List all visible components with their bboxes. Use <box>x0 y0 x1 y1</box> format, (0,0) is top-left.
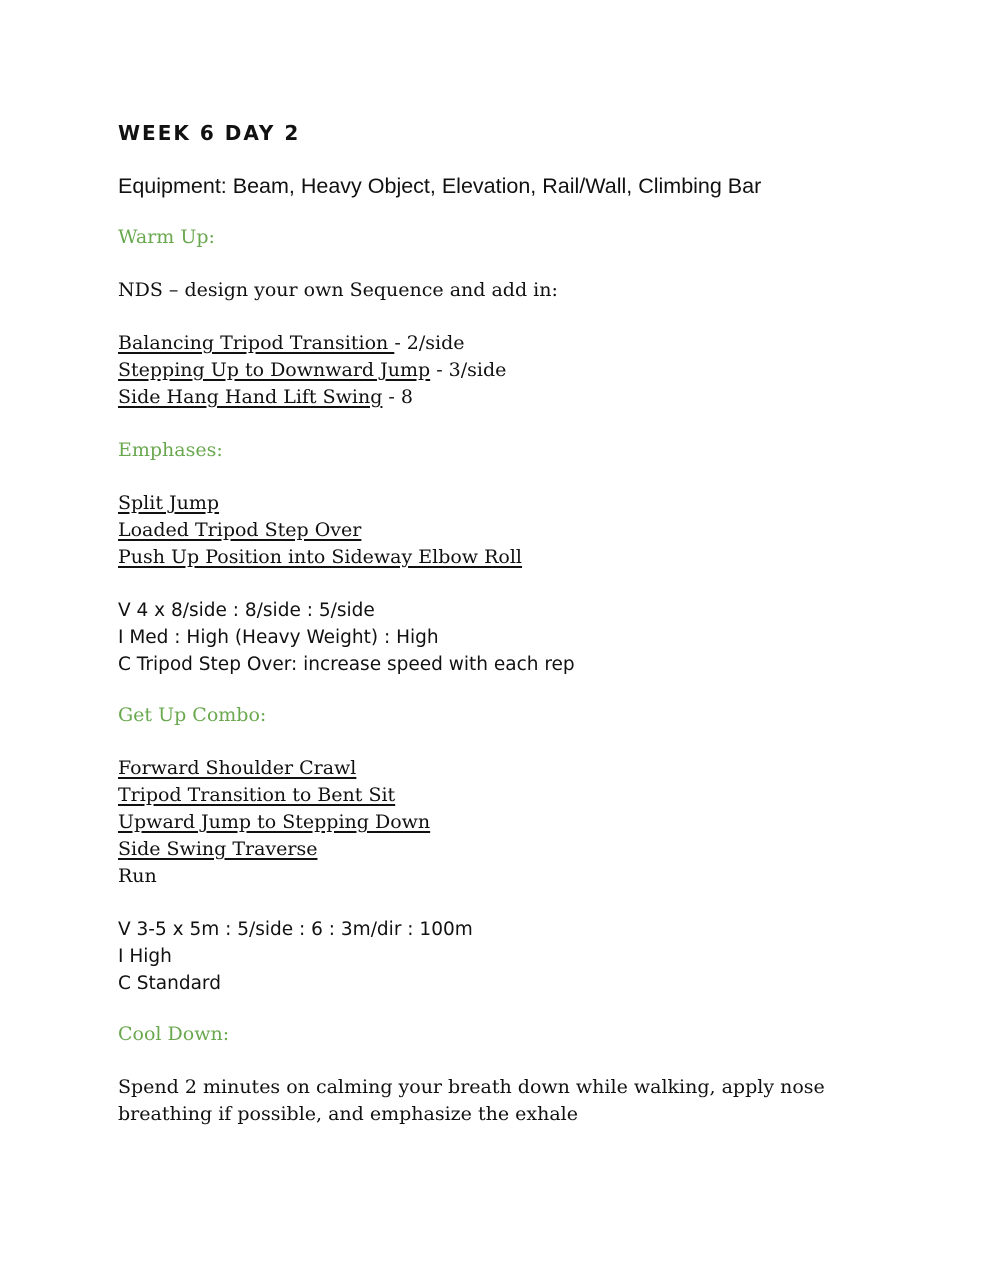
exercise-detail: - 8 <box>382 386 413 408</box>
get-up-combo-heading: Get Up Combo: <box>118 704 267 726</box>
exercise-link-balancing-tripod-transition[interactable]: Balancing Tripod Transition <box>118 332 395 354</box>
get-up-combo-params <box>118 916 878 997</box>
exercise-detail: - 2/side <box>394 332 465 354</box>
equipment-line: Equipment: Beam, Heavy Object, Elevation, Rail/Wall, Climbing Bar <box>118 174 762 198</box>
get-up-combo-list <box>118 755 878 890</box>
volume-line: V 3-5 x 5m : 5/side : 6 : 3m/dir : 100m <box>118 919 473 940</box>
cue-line: C Standard <box>118 973 221 994</box>
exercise-link-side-hang-hand-lift-swing[interactable]: Side Hang Hand Lift Swing <box>118 386 383 408</box>
warm-up-item <box>118 384 878 411</box>
intensity-line: I Med : High (Heavy Weight) : High <box>118 627 439 648</box>
exercise-link-tripod-transition-to-bent-sit[interactable]: Tripod Transition to Bent Sit <box>118 784 396 806</box>
intensity-line: I High <box>118 946 172 967</box>
exercise-link-forward-shoulder-crawl[interactable]: Forward Shoulder Crawl <box>118 757 357 779</box>
warm-up-list <box>118 330 878 411</box>
exercise-link-push-up-position-into-sideway-elbow-roll[interactable]: Push Up Position into Sideway Elbow Roll <box>118 546 523 568</box>
exercise-link-stepping-up-to-downward-jump[interactable]: Stepping Up to Downward Jump <box>118 359 431 381</box>
exercise-link-split-jump[interactable]: Split Jump <box>118 492 220 514</box>
document-page <box>118 118 878 1128</box>
cool-down-text: Spend 2 minutes on calming your breath down while walking, apply nose breathing if possible, and emphasize the exhale <box>118 1076 825 1125</box>
exercise-link-side-swing-traverse[interactable]: Side Swing Traverse <box>118 838 318 860</box>
exercise-run: Run <box>118 865 157 887</box>
exercise-link-loaded-tripod-step-over[interactable]: Loaded Tripod Step Over <box>118 519 362 541</box>
volume-line: V 4 x 8/side : 8/side : 5/side <box>118 600 375 621</box>
cool-down-heading: Cool Down: <box>118 1023 230 1045</box>
cue-line: C Tripod Step Over: increase speed with each rep <box>118 654 575 675</box>
emphases-heading: Emphases: <box>118 439 223 461</box>
warm-up-item <box>118 330 878 357</box>
warm-up-item <box>118 357 878 384</box>
exercise-detail: - 3/side <box>430 359 507 381</box>
emphases-params <box>118 597 878 678</box>
exercise-link-upward-jump-to-stepping-down[interactable]: Upward Jump to Stepping Down <box>118 811 431 833</box>
emphases-list <box>118 490 878 571</box>
warm-up-intro: NDS – design your own Sequence and add in: <box>118 279 558 301</box>
page-title: WEEK 6 DAY 2 <box>118 121 301 145</box>
warm-up-heading: Warm Up: <box>118 226 215 248</box>
